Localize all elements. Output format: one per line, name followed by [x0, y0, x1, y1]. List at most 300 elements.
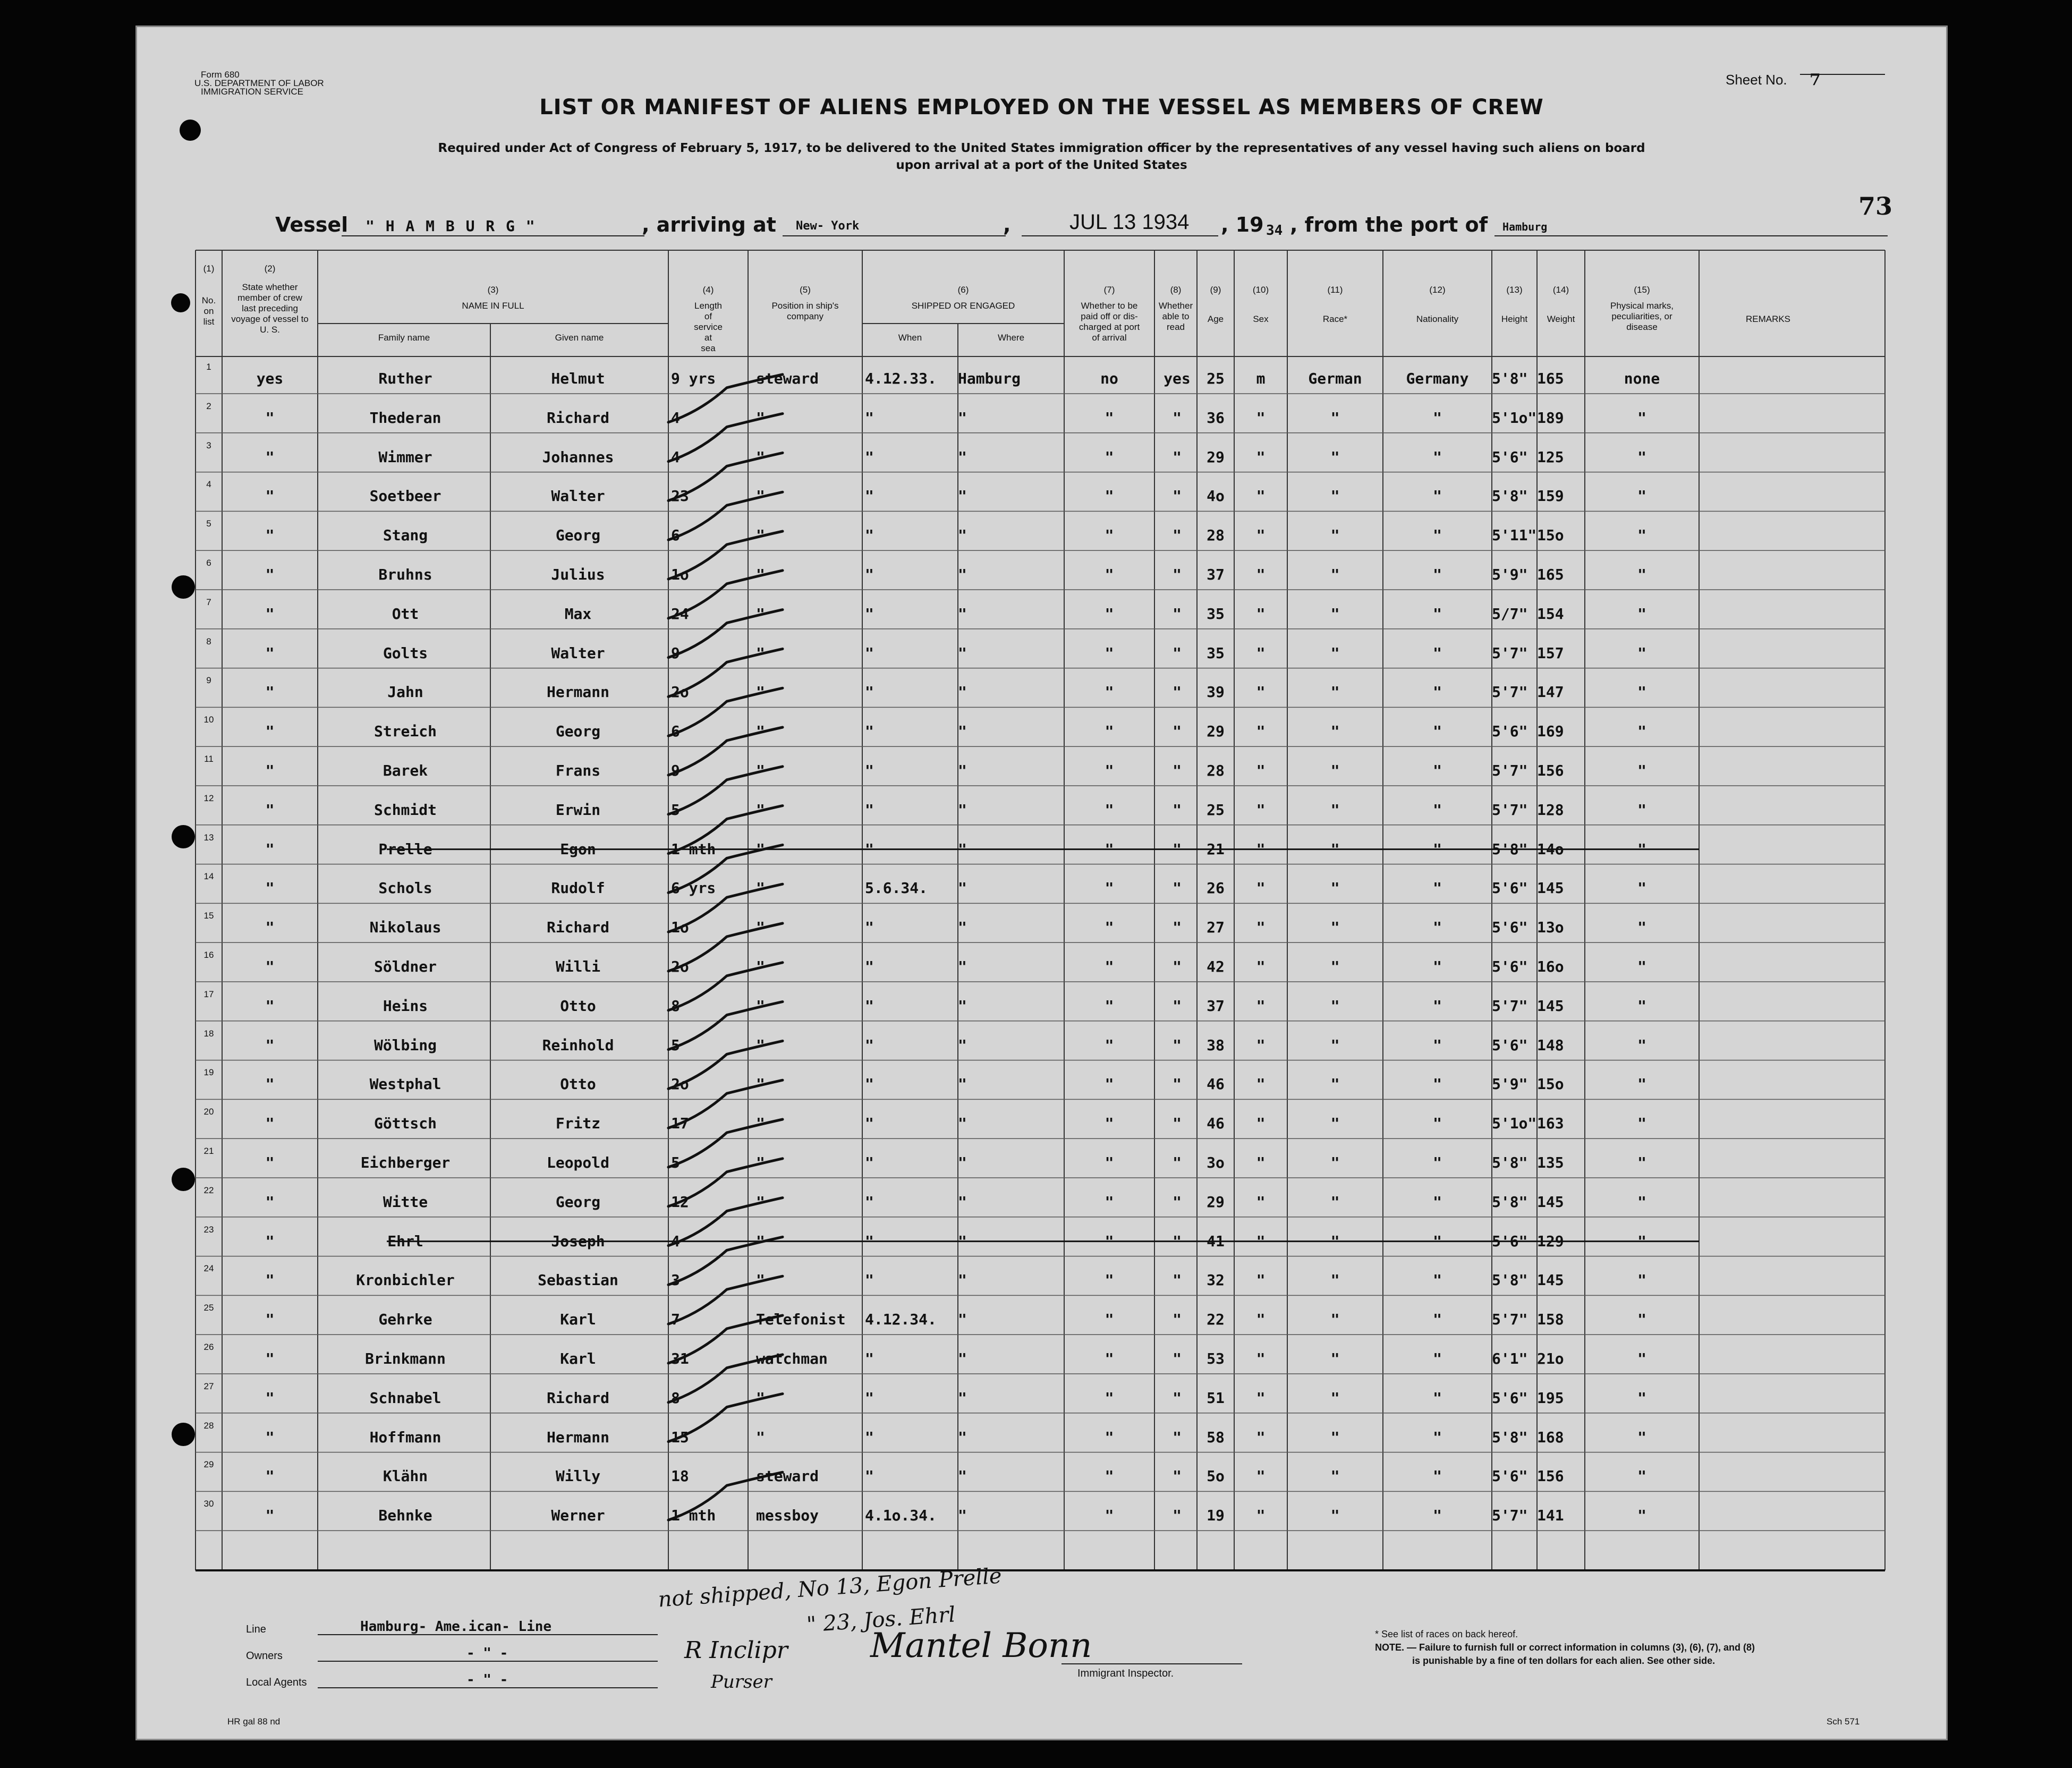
header-when: When: [898, 333, 922, 343]
cell-where: ": [958, 1075, 967, 1093]
cell-height: 5'6": [1492, 1389, 1528, 1407]
cell-marks: ": [1637, 409, 1646, 427]
cell-nat: ": [1433, 1507, 1442, 1525]
cell-age: 46: [1207, 1115, 1225, 1133]
cell-prev: ": [265, 958, 275, 975]
cell-when: ": [865, 919, 874, 937]
cell-race: ": [1330, 1115, 1340, 1133]
cell-given: Hermann: [546, 683, 609, 701]
cell-nat: ": [1433, 1350, 1442, 1367]
cell-read: ": [1173, 526, 1182, 545]
cell-height: 5'9": [1492, 566, 1528, 583]
inspector-signature: Mantel Bonn: [870, 1626, 1092, 1665]
cell-age: 35: [1207, 644, 1225, 662]
cell-sex: ": [1256, 526, 1266, 545]
cell-family: Golts: [383, 644, 428, 662]
cell-weight: 16o: [1537, 958, 1564, 975]
cell-sex: ": [1256, 1036, 1266, 1054]
cell-height: 5'6": [1492, 919, 1528, 937]
cell-weight: 147: [1537, 683, 1564, 701]
row-number: 28: [203, 1420, 214, 1431]
cell-height: 5'1o": [1492, 1115, 1537, 1133]
cell-family: Schmidt: [373, 801, 437, 819]
header-given-name: Given name: [555, 333, 604, 343]
cell-race: ": [1330, 1036, 1340, 1054]
row-number: 3: [206, 440, 211, 450]
cell-position: ": [756, 1075, 765, 1093]
cell-paid: ": [1105, 879, 1114, 897]
cell-sex: ": [1256, 1232, 1266, 1250]
cell-read: ": [1173, 683, 1182, 701]
cell-service: 5: [671, 1036, 680, 1054]
local-agents-value: - " -: [466, 1672, 508, 1688]
cell-service: 6: [671, 526, 680, 545]
cell-marks: ": [1637, 1193, 1646, 1211]
row-number: 5: [206, 518, 211, 529]
cell-read: ": [1173, 1311, 1182, 1329]
cell-age: 58: [1207, 1428, 1225, 1446]
cell-race: ": [1330, 801, 1340, 819]
cell-sex: ": [1256, 997, 1266, 1015]
cell-height: 5'9": [1492, 1075, 1528, 1093]
cell-read: ": [1173, 997, 1182, 1015]
cell-family: Schols: [378, 879, 432, 897]
cell-nat: ": [1433, 409, 1442, 427]
cell-weight: 145: [1537, 1271, 1564, 1289]
cell-age: 38: [1207, 1036, 1225, 1054]
cell-where: ": [958, 762, 967, 779]
cell-read: ": [1173, 605, 1182, 623]
cell-position: ": [756, 1428, 765, 1446]
cell-where: ": [958, 1428, 967, 1446]
cell-service: 1o: [671, 919, 689, 937]
cell-nat: ": [1433, 1271, 1442, 1289]
cell-read: ": [1173, 840, 1182, 858]
cell-paid: ": [1105, 1154, 1114, 1171]
cell-when: ": [865, 1232, 874, 1250]
row-number: 2: [206, 401, 211, 411]
cell-where: ": [958, 1271, 967, 1289]
cell-when: ": [865, 1075, 874, 1093]
cell-race: ": [1330, 1389, 1340, 1407]
cell-marks: none: [1624, 370, 1660, 387]
cell-prev: ": [265, 644, 275, 662]
cell-read: ": [1173, 879, 1182, 897]
cell-position: ": [756, 1154, 765, 1171]
header-list-number: No. on list: [201, 295, 216, 327]
cell-nat: ": [1433, 566, 1442, 583]
cell-weight: 141: [1537, 1507, 1564, 1525]
cell-race: ": [1330, 919, 1340, 937]
inspector-label: Immigrant Inspector.: [1077, 1668, 1174, 1679]
cell-when: ": [865, 997, 874, 1015]
cell-race: ": [1330, 1271, 1340, 1289]
cell-marks: ": [1637, 1036, 1646, 1054]
cell-height: 5'7": [1492, 683, 1528, 701]
cell-age: 5o: [1207, 1467, 1225, 1485]
cell-race: ": [1330, 448, 1340, 466]
cell-paid: ": [1105, 1193, 1114, 1211]
row-number: 20: [203, 1107, 214, 1117]
cell-weight: 154: [1537, 605, 1564, 623]
cell-height: 5/7": [1492, 605, 1528, 623]
cell-position: ": [756, 1271, 765, 1289]
cell-read: ": [1173, 487, 1182, 505]
year-prefix: , 19: [1221, 213, 1264, 236]
cell-read: ": [1173, 1075, 1182, 1093]
cell-read: ": [1173, 1428, 1182, 1446]
department-name: U.S. DEPARTMENT OF LABOR: [194, 78, 324, 88]
cell-sex: ": [1256, 487, 1266, 505]
cell-service: 3: [671, 1271, 680, 1289]
cell-height: 5'6": [1492, 722, 1528, 741]
cell-paid: ": [1105, 1507, 1114, 1525]
sheet-label: Sheet No.: [1726, 72, 1787, 88]
cell-when: ": [865, 526, 874, 545]
cell-paid: ": [1105, 683, 1114, 701]
cell-paid: ": [1105, 566, 1114, 583]
cell-marks: ": [1637, 1389, 1646, 1407]
cell-sex: ": [1256, 958, 1266, 975]
cell-age: 37: [1207, 997, 1225, 1015]
cell-family: Bruhns: [378, 566, 432, 583]
cell-height: 5'6": [1492, 879, 1528, 897]
cell-position: ": [756, 997, 765, 1015]
cell-read: ": [1173, 722, 1182, 741]
cell-where: ": [958, 1036, 967, 1054]
cell-when: 4.12.33.: [865, 370, 937, 387]
cell-read: ": [1173, 958, 1182, 975]
cell-given: Egon: [560, 840, 596, 858]
row-number: 14: [203, 871, 214, 882]
cell-family: Streich: [373, 722, 437, 741]
cell-service: 18: [671, 1467, 689, 1485]
cell-prev: ": [265, 1350, 275, 1367]
cell-service: 2o: [671, 683, 689, 701]
cell-marks: ": [1637, 1311, 1646, 1329]
cell-prev: ": [265, 1193, 275, 1211]
cell-service: 9: [671, 644, 680, 662]
cell-where: ": [958, 919, 967, 937]
cell-prev: ": [265, 1428, 275, 1446]
cell-service: 2o: [671, 958, 689, 975]
cell-read: ": [1173, 1507, 1182, 1525]
cell-nat: ": [1433, 1428, 1442, 1446]
arrival-date-stamp: JUL 13 1934: [1069, 210, 1190, 234]
row-number: 11: [204, 754, 214, 764]
cell-age: 19: [1207, 1507, 1225, 1525]
cell-weight: 13o: [1537, 919, 1564, 937]
cell-height: 5'7": [1492, 997, 1528, 1015]
cell-weight: 156: [1537, 762, 1564, 779]
cell-given: Georg: [555, 526, 601, 545]
cell-position: Telefonist: [756, 1311, 846, 1329]
cell-position: ": [756, 958, 765, 975]
cell-height: 5'7": [1492, 1507, 1528, 1525]
cell-position: ": [756, 566, 765, 583]
cell-marks: ": [1637, 1115, 1646, 1133]
sheet-number: 7: [1810, 71, 1821, 89]
cell-nat: ": [1433, 762, 1442, 779]
cell-weight: 125: [1537, 448, 1564, 466]
cell-prev: ": [265, 1271, 275, 1289]
cell-prev: ": [265, 997, 275, 1015]
cell-race: ": [1330, 762, 1340, 779]
cell-paid: ": [1105, 840, 1114, 858]
header-height: Height: [1501, 314, 1528, 324]
cell-given: Otto: [560, 997, 596, 1015]
row-number: 16: [203, 950, 214, 960]
cell-read: ": [1173, 1389, 1182, 1407]
cell-given: Sebastian: [538, 1271, 618, 1289]
cell-position: ": [756, 762, 765, 779]
header-race: Race*: [1322, 314, 1348, 324]
cell-nat: ": [1433, 801, 1442, 819]
cell-where: ": [958, 644, 967, 662]
cell-marks: ": [1637, 448, 1646, 466]
cell-given: Frans: [555, 762, 601, 779]
cell-when: ": [865, 448, 874, 466]
cell-race: ": [1330, 566, 1340, 583]
header-shipped-engaged: SHIPPED OR ENGAGED: [911, 301, 1015, 311]
cell-height: 5'8": [1492, 1154, 1528, 1171]
cell-when: ": [865, 605, 874, 623]
cell-given: Leopold: [546, 1154, 609, 1171]
cell-service: 24: [671, 605, 689, 623]
cell-when: 4.12.34.: [865, 1311, 937, 1329]
handwritten-note-line-1: not shipped, No 13, Egon Prelle: [657, 1563, 1003, 1612]
cell-race: ": [1330, 840, 1340, 858]
row-number: 9: [206, 675, 211, 686]
cell-nat: ": [1433, 1311, 1442, 1329]
cell-where: ": [958, 1115, 967, 1133]
cell-weight: 165: [1537, 370, 1564, 387]
cell-when: ": [865, 1428, 874, 1446]
header-paid-off: Whether to be paid off or dis- charged at port of arrival: [1079, 301, 1140, 343]
cell-sex: m: [1256, 370, 1266, 387]
cell-read: ": [1173, 566, 1182, 583]
cell-family: Hoffmann: [369, 1428, 441, 1446]
cell-given: Richard: [546, 919, 609, 937]
cell-prev: ": [265, 1036, 275, 1054]
cell-position: steward: [756, 1467, 819, 1485]
cell-paid: ": [1105, 958, 1114, 975]
cell-service: 9: [671, 762, 680, 779]
cell-nat: ": [1433, 644, 1442, 662]
cell-where: ": [958, 1507, 967, 1525]
cell-position: ": [756, 448, 765, 466]
cell-age: 53: [1207, 1350, 1225, 1367]
header-position: Position in ship's company: [771, 301, 839, 321]
cell-paid: ": [1105, 1467, 1114, 1485]
page-mark: 73: [1858, 192, 1893, 220]
row-number: 30: [203, 1499, 214, 1509]
row-number: 15: [203, 911, 214, 921]
cell-when: ": [865, 722, 874, 741]
cell-family: Jahn: [387, 683, 423, 701]
cell-height: 5'8": [1492, 1428, 1528, 1446]
cell-prev: ": [265, 1507, 275, 1525]
cell-position: ": [756, 840, 765, 858]
cell-nat: ": [1433, 722, 1442, 741]
cell-paid: ": [1105, 1115, 1114, 1133]
row-number: 23: [203, 1224, 214, 1235]
cell-position: ": [756, 919, 765, 937]
cell-prev: ": [265, 1389, 275, 1407]
cell-height: 5'7": [1492, 1311, 1528, 1329]
cell-when: ": [865, 566, 874, 583]
cell-race: ": [1330, 409, 1340, 427]
row-number: 12: [203, 793, 214, 803]
cell-read: yes: [1164, 370, 1191, 387]
cell-race: ": [1330, 1193, 1340, 1211]
arrival-port: New- York: [796, 219, 860, 233]
cell-given: Walter: [551, 644, 605, 662]
header-age: Age: [1207, 314, 1224, 324]
cell-given: Hermann: [546, 1428, 609, 1446]
cell-family: Stang: [383, 526, 428, 545]
cell-sex: ": [1256, 1075, 1266, 1093]
cell-race: ": [1330, 605, 1340, 623]
cell-family: Eichberger: [360, 1154, 451, 1171]
cell-position: ": [756, 1193, 765, 1211]
cell-family: Thederan: [369, 409, 441, 427]
cell-sex: ": [1256, 1428, 1266, 1446]
cell-sex: ": [1256, 1507, 1266, 1525]
cell-race: ": [1330, 526, 1340, 545]
cell-family: Westphal: [369, 1075, 441, 1093]
cell-nat: ": [1433, 840, 1442, 858]
cell-height: 5'8": [1492, 370, 1528, 387]
row-number: 7: [206, 597, 211, 607]
cell-age: 28: [1207, 526, 1225, 545]
cell-where: ": [958, 879, 967, 897]
cell-sex: ": [1256, 919, 1266, 937]
cell-prev: ": [265, 1115, 275, 1133]
cell-service: 15: [671, 1428, 689, 1446]
cell-race: ": [1330, 1467, 1340, 1485]
cell-family: Heins: [383, 997, 428, 1015]
cell-prev: ": [265, 409, 275, 427]
cell-weight: 148: [1537, 1036, 1564, 1054]
cell-marks: ": [1637, 487, 1646, 505]
cell-read: ": [1173, 1115, 1182, 1133]
row-number: 29: [203, 1459, 214, 1470]
cell-service: 2o: [671, 1075, 689, 1093]
cell-marks: ": [1637, 1428, 1646, 1446]
cell-height: 5'11": [1492, 526, 1537, 545]
line-value: Hamburg- Ame.ican- Line: [360, 1619, 552, 1635]
cell-family: Nikolaus: [369, 919, 441, 937]
cell-nat: ": [1433, 1036, 1442, 1054]
header-able-to-read: Whether able to read: [1158, 301, 1193, 332]
cell-read: ": [1173, 1350, 1182, 1367]
cell-nat: ": [1433, 448, 1442, 466]
cell-where: ": [958, 605, 967, 623]
cell-given: Richard: [546, 1389, 609, 1407]
cell-race: ": [1330, 879, 1340, 897]
cell-weight: 145: [1537, 879, 1564, 897]
cell-read: ": [1173, 1271, 1182, 1289]
cell-sex: ": [1256, 1311, 1266, 1329]
cell-position: ": [756, 683, 765, 701]
cell-when: ": [865, 762, 874, 779]
cell-height: 5'1o": [1492, 409, 1537, 427]
cell-given: Reinhold: [542, 1036, 614, 1054]
purser-title: Purser: [711, 1671, 772, 1693]
cell-paid: ": [1105, 448, 1114, 466]
cell-family: Ott: [392, 605, 419, 623]
cell-paid: ": [1105, 487, 1114, 505]
header-name-in-full: NAME IN FULL: [462, 301, 524, 311]
cell-family: Göttsch: [373, 1115, 437, 1133]
cell-given: Rudolf: [551, 879, 605, 897]
cell-service: 23: [671, 487, 689, 505]
cell-when: ": [865, 1389, 874, 1407]
cell-height: 5'6": [1492, 1467, 1528, 1485]
cell-nat: ": [1433, 1389, 1442, 1407]
cell-read: ": [1173, 1154, 1182, 1171]
row-number: 4: [206, 479, 211, 490]
cell-height: 5'6": [1492, 1036, 1528, 1054]
cell-family: Kronbichler: [356, 1271, 455, 1289]
header-length-of-service: Length of service at sea: [694, 301, 723, 353]
cell-sex: ": [1256, 1115, 1266, 1133]
cell-sex: ": [1256, 879, 1266, 897]
cell-service: 17: [671, 1115, 689, 1133]
cell-given: Johannes: [542, 448, 614, 466]
cell-sex: ": [1256, 1271, 1266, 1289]
cell-where: ": [958, 1350, 967, 1367]
cell-position: ": [756, 605, 765, 623]
cell-prev: ": [265, 879, 275, 897]
cell-race: German: [1308, 370, 1362, 387]
cell-nat: ": [1433, 1154, 1442, 1171]
header-weight: Weight: [1547, 314, 1575, 324]
manifest-sheet: Form 680 U.S. DEPARTMENT OF LABOR IMMIGRATION SERVICE Sheet No. 7 73 LIST OR MANIFEST OF ALIENS EMPLOYED ON THE VESSEL AS MEMBERS OF CREW Required under Act of Congress of February 5, 1917, to be delivered to the United States immigration officer by the representatives of any vessel having such aliens on board upon arrival at a port of the United States Vessel " H A M B U R G " , arriving at New- York , JUL 13 1934 , 19 34 , from the port of Hamburg (1) No. on list (2) State whether member of crew last preceding voyage of vessel to U. S. (3) NAME IN FULL Family name Given name (4) Length of service at sea (5) Position in ship's company (6) SHIPPED OR ENGAGED When Where (7) Whether to be paid off or dis- charged at port of arrival (8) Whether able to read (9) Age (10) Sex (11) Race* (12) Nationality (13) Height (14) Weight (15) Physical marks, peculiarities, or disease REMARKS 1 yes Ruther Helmut 9 yrs steward 4.12.33. Hamburg no yes 25 m German Germany 5'8" 165 none 2 " Thederan Richard 4 " " " " " 36 " " " 5'1o" 189 " 3 " Wimmer Johannes 4 " " " " " 29 " " " 5'6" 125 " 4 " Soetbeer Walter 23 " " " " " 4o " " " 5'8" 159 " 5 " Stang Georg 6 " " " " " 28 " " " 5'11" 15o " 6 " Bruhns Julius 1o " " " " " 37 " " " 5'9" 165 " 7 " Ott Max 24 " " " " " 35 " " " 5/7" 154 " 8 " Golts Walter 9 " " " " " 35 " " " 5'7" 157 " 9 " Jahn Hermann 2o " " " " " 39 " " " 5'7" 147 " 10 " Streich Georg 6 " " " " " 29 " " " 5'6" 169 " 11 " Barek Frans 9 " " " " " 28 " " " 5'7" 156 " 12 " Schmidt Erwin 5 " " " " " 25 " " " 5'7" 128 " 13 " Prelle Egon 1 mth " " " " " 21 " " " 5'8" 14o " 14 " Schols Rudolf 6 yrs " 5.6.34. " " " 26 " " " 5'6" 145 " 15 " Nikolaus Richard 1o " " " " " 27 " " " 5'6" 13o " 16 " Söldner Willi 2o " " " " " 42 " " " 5'6" 16o " 17 " Heins Otto 8 " " " " " 37 " " " 5'7" 145 " 18 " Wölbing Reinhold 5 " " " " " 38 " " " 5'6" 148 " 19 " Westphal Otto 2o " " " " " 46 " " " 5'9" 15o " 20 " Göttsch Fritz 17 " " " " " 46 " " " 5'1o" 163 " 21 " Eichberger Leopold 5 " " " " " 3o " " " 5'8" 135 " 22 " Witte Georg 12 " " " " " 29 " " " 5'8" 145 " 23 " Ehrl Joseph 4 " " " " " 41 " " " 5'6" 129 " 24 " Kronbichler Sebastian 3 " " " " " 32 " " " 5'8" 145 " 25 " Gehrke Karl 7 Telefonist 4.12.34. " " " 22 " " " 5'7" 158 " 26 " Brinkmann Karl 31 watchman " " " " 53 " " " 6'1" 21o " 27 " Schnabel Richard 8 " " " " " 51 " " " 5'6" 195 " 28 " Hoffmann Hermann 15 " " " " " 58 " " " 5'8" 168 " 29 " Klähn Willy 18 steward " " " " 5o " " " 5'6" 156 " 30 " Behnke Werner 1 mth messboy 4.1o.34. " " " 19 " " " 5'7" 141 " not shipped, No 13, Egon Prelle " 23, Jos. Ehrl Line Hamburg- Ame.ican- Line Owners - " - Local Agents - " - R Inclipr Purser Mantel Bonn Immigrant Inspector. * See list of races on back hereof. NOTE. — Failure to furnish full or correct information in columns (3), (6), (7), and (8) is punishable by a fine of ten dollars for each alien. See other side. HR gal 88 nd Sch 571: [135, 26, 1948, 1740]
cell-position: ": [756, 409, 765, 427]
cell-age: 28: [1207, 762, 1225, 779]
cell-paid: no: [1100, 370, 1118, 387]
row-number: 8: [206, 636, 211, 647]
row-number: 27: [203, 1381, 214, 1391]
cell-where: ": [958, 1311, 967, 1329]
cell-sex: ": [1256, 1350, 1266, 1367]
cell-prev: ": [265, 1467, 275, 1485]
cell-age: 27: [1207, 919, 1225, 937]
cell-age: 35: [1207, 605, 1225, 623]
cell-when: ": [865, 409, 874, 427]
line-label: Line: [246, 1624, 266, 1635]
cell-family: Ruther: [378, 370, 432, 387]
cell-age: 32: [1207, 1271, 1225, 1289]
cell-where: ": [958, 409, 967, 427]
cell-prev: ": [265, 919, 275, 937]
cell-age: 46: [1207, 1075, 1225, 1093]
cell-where: ": [958, 487, 967, 505]
header-previous-voyage: State whether member of crew last preceding voyage of vessel to U. S.: [231, 282, 309, 335]
cell-race: ": [1330, 1350, 1340, 1367]
cell-prev: ": [265, 722, 275, 741]
cell-family: Söldner: [373, 958, 437, 975]
cell-nat: ": [1433, 683, 1442, 701]
cell-when: ": [865, 1115, 874, 1133]
row-number: 10: [203, 715, 214, 725]
cell-when: 5.6.34.: [865, 879, 928, 897]
cell-prev: ": [265, 1075, 275, 1093]
cell-position: ": [756, 644, 765, 662]
cell-when: ": [865, 840, 874, 858]
